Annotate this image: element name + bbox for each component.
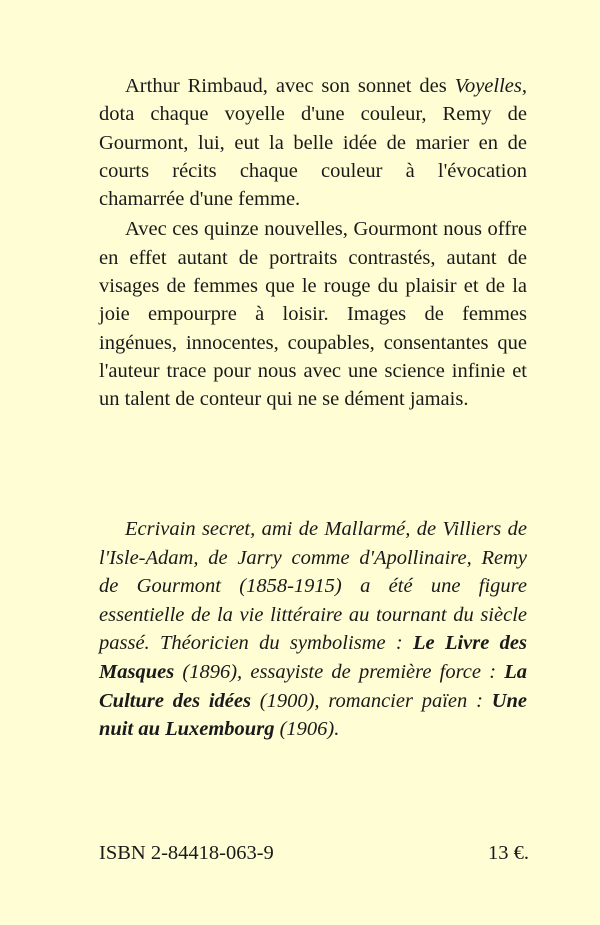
work-title-voyelles: Voyelles: [454, 75, 522, 97]
blurb-text: Arthur Rimbaud, avec son sonnet des: [125, 75, 455, 97]
work-title-nuit-au-luxembourg: Une nuit au Luxembourg: [99, 689, 527, 741]
bio-text: (1896), essayiste de première force :: [174, 660, 505, 683]
isbn: ISBN 2-84418-063-9: [99, 842, 274, 864]
price: 13 €.: [488, 842, 529, 864]
work-title-livre-des-masques: Le Livre des Masques: [99, 632, 527, 683]
author-biography: [99, 515, 527, 744]
work-title-culture-des-idees: La Culture des idées: [99, 660, 527, 712]
bio-text: (1900), romancier païen :: [250, 689, 492, 712]
bio-text: Ecrivain secret, ami de Mallarmé, de Villiers de l'Isle-Adam, de Jarry comme d'Apollinaire, Remy de Gourmont (1858-1915) a été une figure essentielle de la vie littéraire au tournant du siècle passé. Théoricien du symbolisme :: [99, 518, 527, 655]
blurb-paragraph-1: [99, 72, 527, 213]
bio-paragraph: [99, 515, 527, 744]
bio-text: (1906).: [274, 718, 340, 741]
blurb-paragraph-2: Avec ces quinze nouvelles, Gourmont nous offre en effet autant de portraits contrastés, autant de visages de femmes que le rouge du plaisir et de la joie empourpre à loisir. Images de femmes ingénues, innocentes, coupables, consentantes que l'auteur trace pour nous avec une science infinie et un talent de conteur qui ne se dément jamais.: [99, 218, 527, 411]
blurb-text: , dota chaque voyelle d'une couleur, Remy de Gourmont, lui, eut la belle idée de marier en de courts récits chaque couleur à l'évocation chamarrée d'une femme.: [99, 75, 527, 211]
book-blurb: [99, 72, 527, 414]
